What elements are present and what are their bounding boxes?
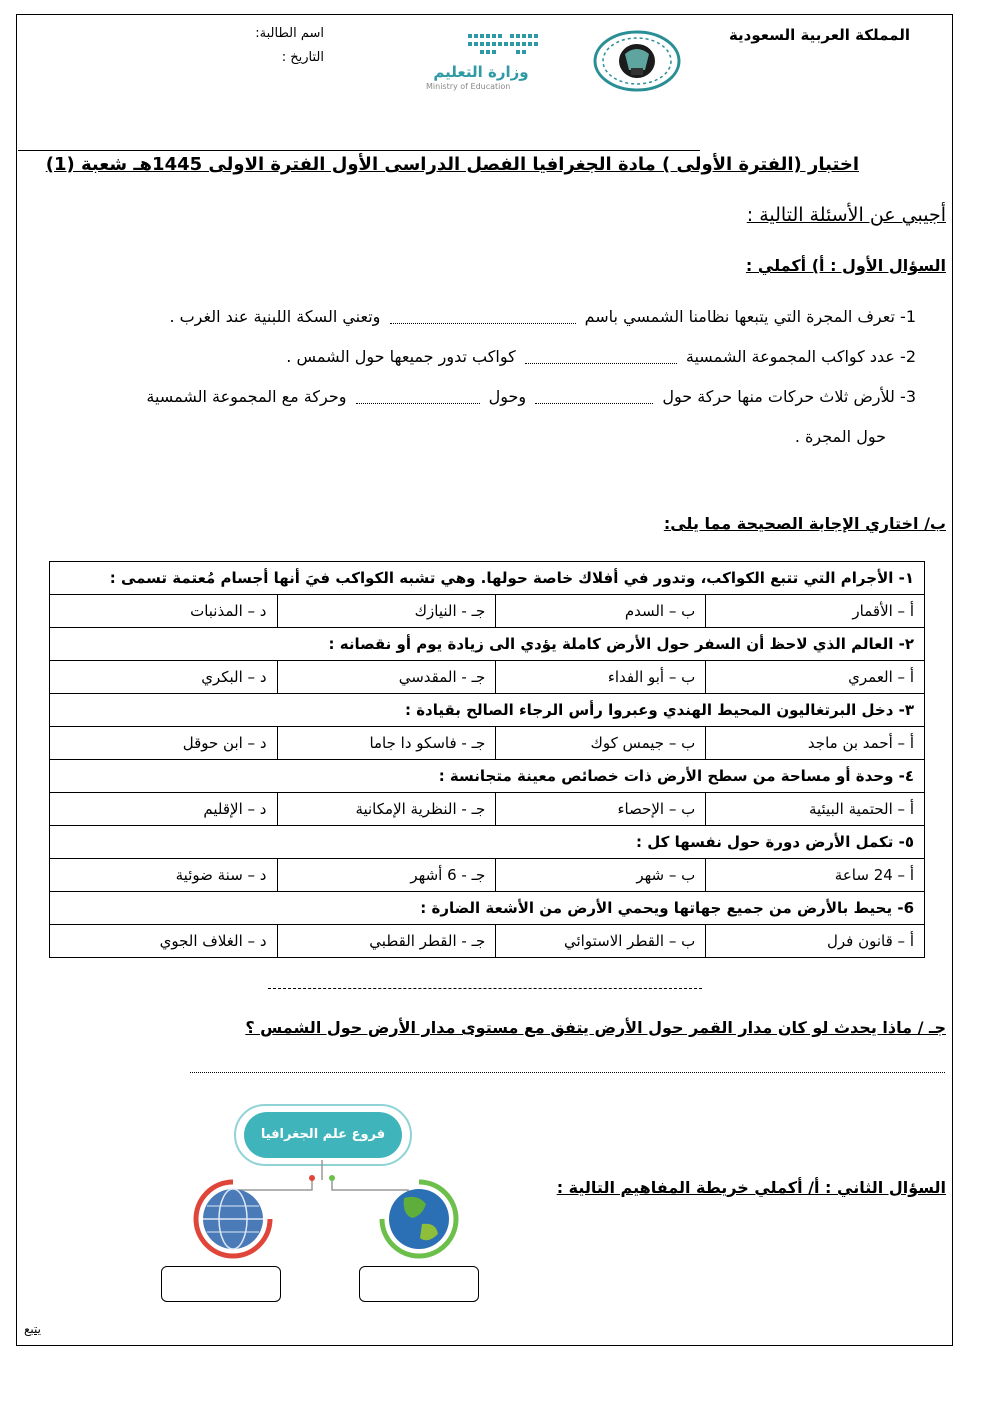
mcq-option[interactable]: جـ - النيازك <box>277 595 496 628</box>
section-separator <box>268 988 702 989</box>
mcq-question-row <box>50 892 925 925</box>
ministry-dots-logo <box>466 30 542 58</box>
mcq-option[interactable]: أ – الأقمار <box>706 595 925 628</box>
mcq-option[interactable]: جـ - فاسكو دا جاما <box>277 727 496 760</box>
mcq-options-row <box>50 595 925 628</box>
concept-answer-box-right[interactable] <box>359 1266 479 1302</box>
mcq-option[interactable]: ب – أبو الفداء <box>496 661 706 694</box>
globe-earth-icon <box>376 1176 462 1262</box>
q1-item-2-blank[interactable] <box>525 351 677 364</box>
part-c-question: جـ / ماذا يحدث لو كان مدار القمر حول الأرض يتفق مع مستوى مدار الأرض حول الشمس ؟ <box>245 1018 946 1037</box>
mcq-option[interactable]: ب – القطر الاستوائي <box>496 925 706 958</box>
ministry-name-en: Ministry of Education <box>426 82 511 91</box>
mcq-options-row <box>50 925 925 958</box>
q1-item-2-tail: كواكب تدور جميعها حول الشمس . <box>286 347 516 366</box>
q1-item-3-continuation: حول المجرة . <box>794 427 886 446</box>
mcq-question: ١- الأجرام التي تتبع الكواكب، وتدور في أفلاك خاصة حولها. وهي تشبه الكواكب فيَ أنها أجسام مُعتمة تسمى : <box>50 562 925 595</box>
q1-item-1-text: تعرف المجرة التي يتبعها نظامنا الشمسي باسم <box>584 307 895 326</box>
mcq-options-row <box>50 661 925 694</box>
mcq-option[interactable]: جـ - 6 أشهر <box>277 859 496 892</box>
mcq-option[interactable]: جـ - النظرية الإمكانية <box>277 793 496 826</box>
mcq-question-row <box>50 694 925 727</box>
saudi-emblem-logo <box>593 30 681 92</box>
mcq-question: ٣- دخل البرتغاليون المحيط الهندي وعبروا رأس الرجاء الصالح بقيادة : <box>50 694 925 727</box>
mcq-options-row <box>50 727 925 760</box>
mcq-option[interactable]: ب – السدم <box>496 595 706 628</box>
mcq-options-row <box>50 859 925 892</box>
mcq-question: ٥- تكمل الأرض دورة حول نفسها كل : <box>50 826 925 859</box>
part-c-answer-line[interactable] <box>190 1072 945 1073</box>
mcq-table <box>49 561 925 958</box>
mcq-option[interactable]: د – الغلاف الجوي <box>50 925 278 958</box>
mcq-option[interactable]: جـ - القطر القطبي <box>277 925 496 958</box>
q1-item-3 <box>146 387 916 406</box>
mcq-option[interactable]: د – الإقليم <box>50 793 278 826</box>
q1-item-1 <box>169 307 916 326</box>
q1-item-2-text: عدد كواكب المجموعة الشمسية <box>685 347 895 366</box>
mcq-option[interactable]: أ – أحمد بن ماجد <box>706 727 925 760</box>
mcq-question-row <box>50 760 925 793</box>
mcq-question-row <box>50 826 925 859</box>
q1-item-2-num: 2- <box>900 347 916 366</box>
ministry-name-ar: وزارة التعليم <box>433 63 529 81</box>
mcq-option[interactable]: د – ابن حوقل <box>50 727 278 760</box>
mcq-option[interactable]: د – البكري <box>50 661 278 694</box>
q1-item-1-blank[interactable] <box>390 311 576 324</box>
part-b-heading: ب/ اختاري الإجابة الصحيحة مما يلى: <box>663 514 946 533</box>
q1-item-1-tail: وتعني السكة اللبنية عند الغرب . <box>169 307 381 326</box>
globe-grid-icon <box>190 1176 276 1262</box>
mcq-options-row <box>50 793 925 826</box>
mcq-option[interactable]: د – سنة ضوئية <box>50 859 278 892</box>
mcq-option[interactable]: د – المذنبات <box>50 595 278 628</box>
follow-label: يتبع <box>24 1322 41 1336</box>
q1-item-3-text: للأرض ثلاث حركات منها حركة حول <box>662 387 895 406</box>
q1-item-3-blank-1[interactable] <box>535 391 653 404</box>
q1-item-1-num: 1- <box>900 307 916 326</box>
country-name: المملكة العربية السعودية <box>728 26 910 44</box>
mcq-question: ٢- العالم الذي لاحظ أن السفر حول الأرض كاملة يؤدي الى زيادة يوم أو نقصانه : <box>50 628 925 661</box>
mcq-option[interactable]: ب – جيمس كوك <box>496 727 706 760</box>
mcq-question-row <box>50 562 925 595</box>
question2-heading: السؤال الثاني : أ/ أكملي خريطة المفاهيم التالية : <box>556 1178 946 1197</box>
mcq-question: ٤- وحدة أو مساحة من سطح الأرض ذات خصائص معينة متجانسة : <box>50 760 925 793</box>
mcq-option[interactable]: ب – شهر <box>496 859 706 892</box>
question1-heading: السؤال الأول : أ) أكملي : <box>745 256 946 275</box>
concept-root-node: فروع علم الجغرافيا <box>244 1112 402 1158</box>
mcq-option[interactable]: أ – الحتمية البيئية <box>706 793 925 826</box>
q1-item-3-blank-2[interactable] <box>356 391 480 404</box>
q1-item-3-middle: وحول <box>488 387 527 406</box>
mcq-option[interactable]: جـ - المقدسي <box>277 661 496 694</box>
q1-item-3-num: 3- <box>900 387 916 406</box>
date-label: التاريخ : <box>281 50 324 65</box>
exam-title: اختبار (الفترة الأولى ) مادة الجغرافيا الفصل الدراسى الأول الفترة الاولى 1445هـ شعبة (1) <box>45 154 859 175</box>
instructions: أجيبي عن الأسئلة التالية : <box>746 204 946 226</box>
q1-item-3-tail: وحركة مع المجموعة الشمسية <box>146 387 347 406</box>
header-divider <box>18 150 700 151</box>
mcq-option[interactable]: أ – العمري <box>706 661 925 694</box>
mcq-question-row <box>50 628 925 661</box>
mcq-option[interactable]: ب – الإحصاء <box>496 793 706 826</box>
mcq-question: 6- يحيط بالأرض من جميع جهاتها ويحمي الأرض من الأشعة الضارة : <box>50 892 925 925</box>
student-name-label: اسم الطالبة: <box>255 26 324 41</box>
mcq-option[interactable]: أ – قانون فرل <box>706 925 925 958</box>
mcq-option[interactable]: أ – 24 ساعة <box>706 859 925 892</box>
q1-item-2 <box>286 347 916 366</box>
concept-answer-box-left[interactable] <box>161 1266 281 1302</box>
